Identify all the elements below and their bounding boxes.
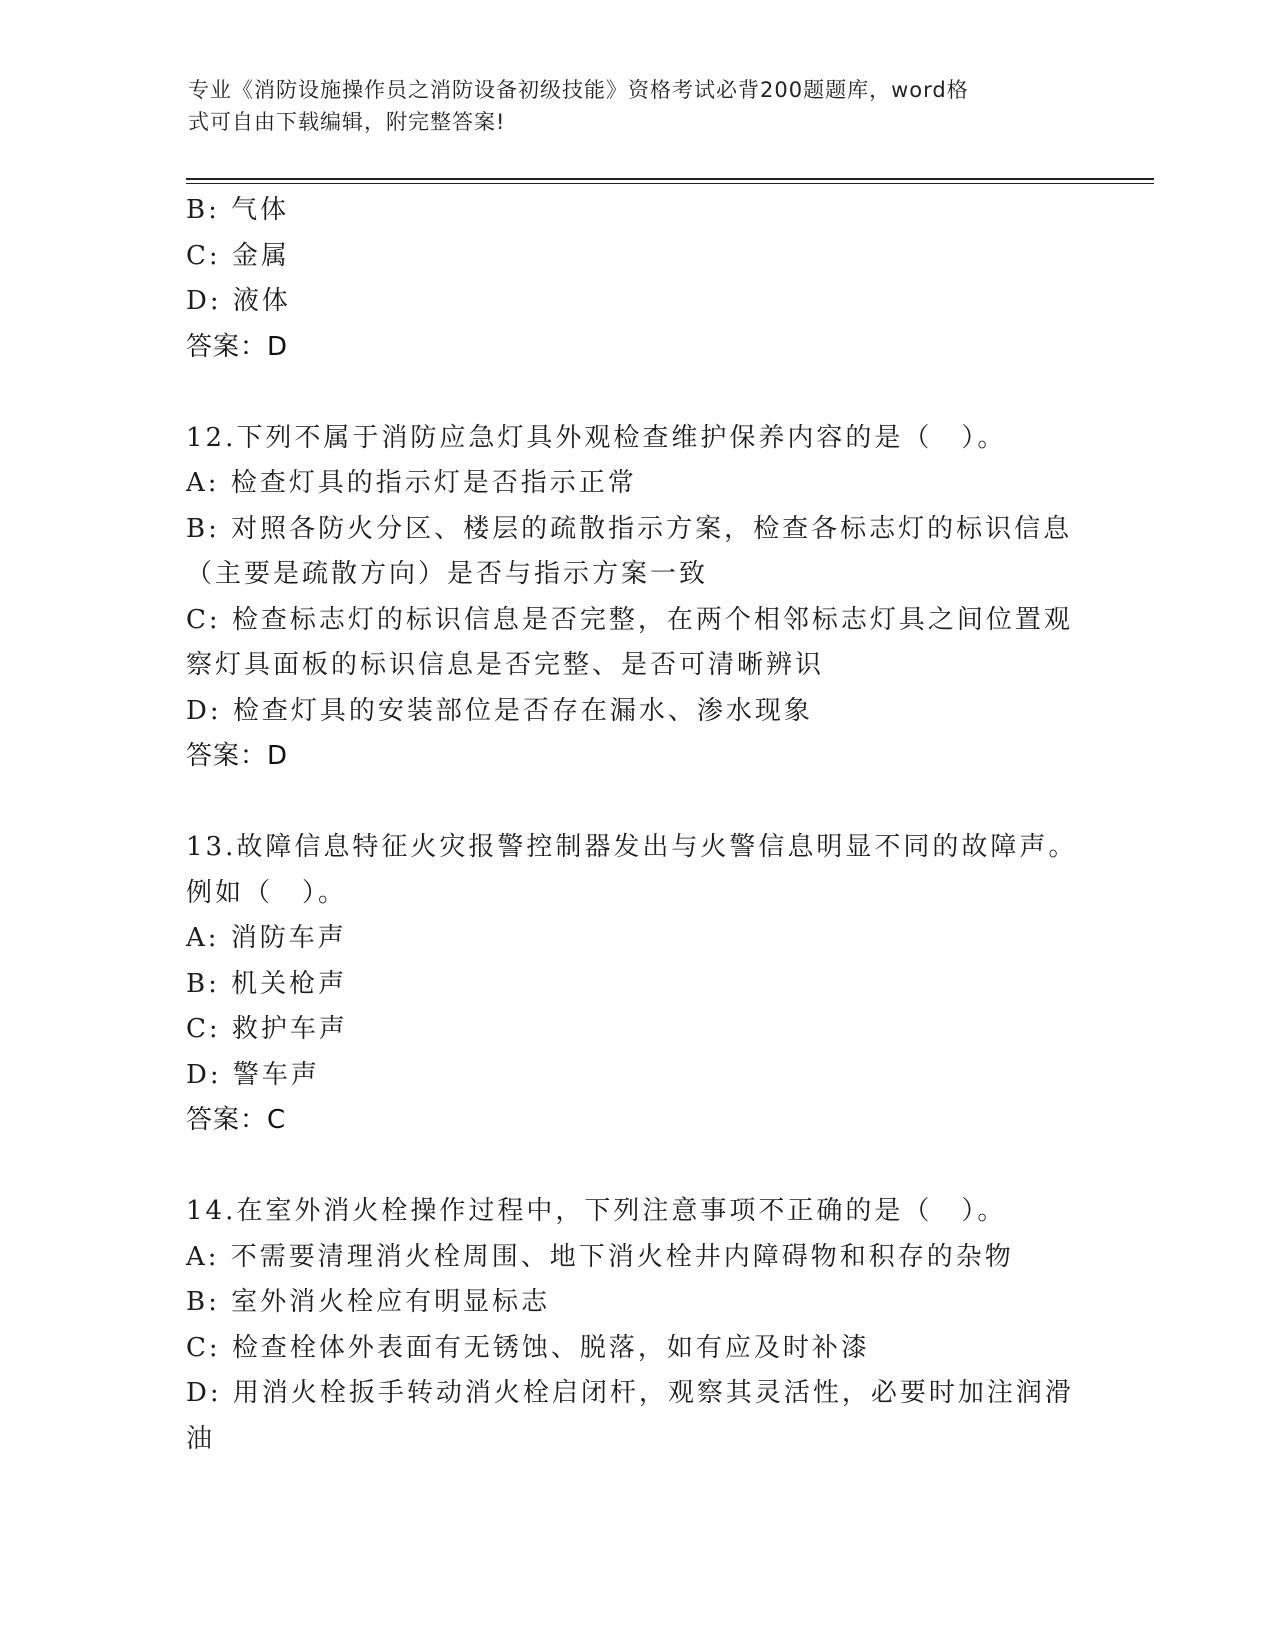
question-stem-continued: 例如（ ）。 (186, 877, 348, 908)
option-label: B: (186, 195, 220, 225)
option-d: D: 警车声 (186, 1059, 320, 1090)
option-text: 金属 (231, 240, 290, 271)
answer-line: 答案：D (186, 331, 289, 362)
header-divider-thin (186, 183, 1154, 184)
option-d: D: 检查灯具的安装部位是否存在漏水、渗水现象 (186, 695, 813, 726)
document-header (188, 74, 1068, 138)
question-stem: 12.下列不属于消防应急灯具外观检查维护保养内容的是（ ）。 (186, 422, 1007, 453)
option-d (186, 279, 1086, 325)
option-b: B: 机关枪声 (186, 968, 348, 999)
question-13 (186, 825, 1086, 1144)
option-text: 液体 (232, 286, 291, 316)
option-b: B: 室外消火栓应有明显标志 (186, 1287, 551, 1317)
option-b-continued: （主要是疏散方向）是否与指示方案一致 (186, 559, 709, 589)
option-c-continued: 察灯具面板的标识信息是否完整、是否可清晰辨识 (186, 650, 825, 680)
option-c: C: 检查标志灯的标识信息是否完整，在两个相邻标志灯具之间位置观 (186, 604, 1073, 635)
option-a: A: 不需要清理消火栓周围、地下消火栓井内障碍物和积存的杂物 (186, 1241, 1014, 1272)
answer-line: 答案：C (186, 1105, 287, 1135)
question-stem: 13.故障信息特征火灾报警控制器发出与火警信息明显不同的故障声。 (186, 832, 1078, 862)
spacer (186, 1144, 1086, 1190)
question-11-continued (186, 188, 1086, 370)
question-stem: 14.在室外消火栓操作过程中，下列注意事项不正确的是（ ）。 (186, 1196, 1007, 1226)
option-d-continued: 油 (186, 1423, 216, 1454)
answer-line: 答案：D (186, 741, 289, 771)
option-label: C: (186, 240, 221, 271)
header-title-line-2: 式可自由下载编辑，附完整答案! (188, 110, 506, 134)
header-title-line-1: 专业《消防设施操作员之消防设备初级技能》资格考试必背200题题库，word格 (188, 78, 969, 102)
option-a: A: 消防车声 (186, 923, 347, 953)
question-content (186, 188, 1086, 1462)
option-d: D: 用消火栓扳手转动消火栓启闭杆，观察其灵活性，必要时加注润滑 (186, 1378, 1074, 1408)
option-a: A: 检查灯具的指示灯是否指示正常 (186, 468, 637, 498)
header-divider (186, 178, 1154, 180)
question-12 (186, 416, 1086, 780)
option-label: D: (186, 286, 222, 316)
option-c: C: 救护车声 (186, 1014, 348, 1044)
option-text: 气体 (231, 195, 290, 225)
spacer (186, 780, 1086, 826)
option-b (186, 188, 1086, 234)
option-c (186, 234, 1086, 280)
option-b: B: 对照各防火分区、楼层的疏散指示方案，检查各标志灯的标识信息 (186, 513, 1073, 544)
spacer (186, 370, 1086, 416)
question-14 (186, 1189, 1086, 1462)
option-c: C: 检查栓体外表面有无锈蚀、脱落，如有应及时补漆 (186, 1332, 870, 1363)
